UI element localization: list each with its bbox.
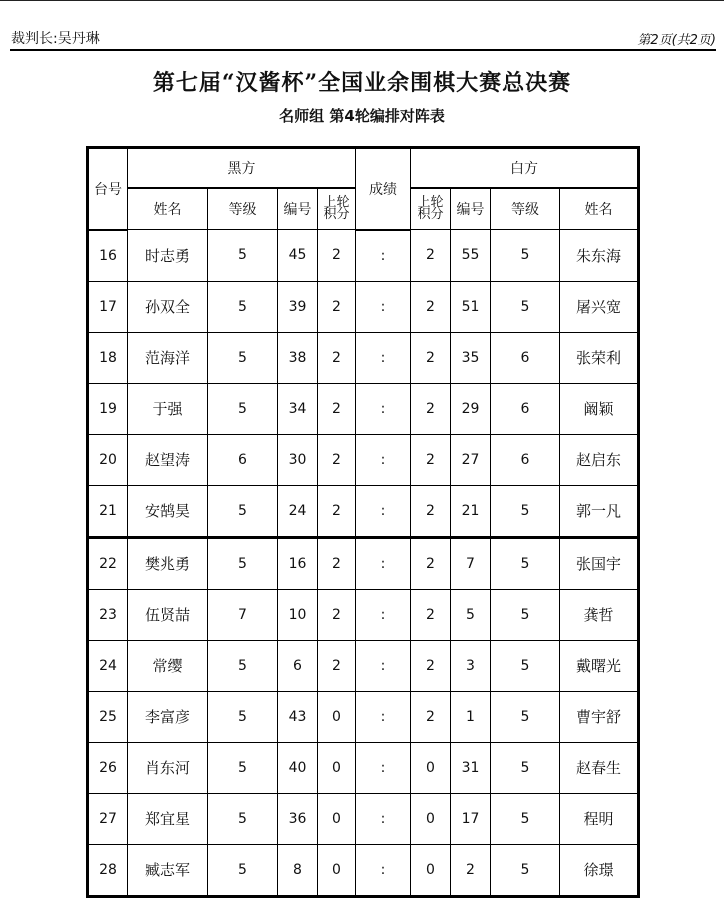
black-id: 34 xyxy=(278,383,318,434)
white-grade: 5 xyxy=(491,844,560,896)
white-grade: 5 xyxy=(491,589,560,640)
white-grade: 5 xyxy=(491,793,560,844)
black-prev-score: 2 xyxy=(318,589,356,640)
header-result: 成绩 xyxy=(356,148,411,230)
white-name: 张荣利 xyxy=(560,332,639,383)
result-cell: : xyxy=(356,691,411,742)
black-grade: 5 xyxy=(208,332,278,383)
header-white-id: 编号 xyxy=(451,188,491,230)
black-id: 38 xyxy=(278,332,318,383)
document-title: 第七届“汉酱杯”全国业余围棋大赛总决赛 xyxy=(152,70,572,96)
header-black-grade: 等级 xyxy=(208,188,278,230)
header-black-name: 姓名 xyxy=(128,188,208,230)
pairing-rows xyxy=(88,230,639,897)
result-cell: : xyxy=(356,742,411,793)
header-black-id: 编号 xyxy=(278,188,318,230)
table-row xyxy=(88,434,639,485)
board-number: 17 xyxy=(88,281,128,332)
black-prev-score: 0 xyxy=(318,742,356,793)
header-board: 台号 xyxy=(88,148,128,230)
black-grade: 5 xyxy=(208,281,278,332)
board-number: 26 xyxy=(88,742,128,793)
white-grade: 5 xyxy=(491,230,560,282)
black-grade: 5 xyxy=(208,793,278,844)
board-number: 21 xyxy=(88,485,128,537)
white-prev-score: 2 xyxy=(411,485,451,537)
table-row xyxy=(88,691,639,742)
black-id: 45 xyxy=(278,230,318,282)
black-name: 樊兆勇 xyxy=(128,537,208,589)
result-cell: : xyxy=(356,434,411,485)
header-white-name: 姓名 xyxy=(560,188,639,230)
board-number: 22 xyxy=(88,537,128,589)
white-name: 朱东海 xyxy=(560,230,639,282)
white-id: 29 xyxy=(451,383,491,434)
white-id: 31 xyxy=(451,742,491,793)
board-number: 28 xyxy=(88,844,128,896)
black-name: 孙双全 xyxy=(128,281,208,332)
header-white-side: 白方 xyxy=(411,148,639,189)
white-prev-score: 2 xyxy=(411,383,451,434)
black-id: 39 xyxy=(278,281,318,332)
black-name: 范海洋 xyxy=(128,332,208,383)
board-number: 24 xyxy=(88,640,128,691)
white-grade: 5 xyxy=(491,485,560,537)
black-grade: 5 xyxy=(208,691,278,742)
white-id: 21 xyxy=(451,485,491,537)
board-number: 18 xyxy=(88,332,128,383)
white-name: 屠兴宽 xyxy=(560,281,639,332)
board-number: 25 xyxy=(88,691,128,742)
white-prev-score: 2 xyxy=(411,332,451,383)
black-name: 常缨 xyxy=(128,640,208,691)
black-id: 6 xyxy=(278,640,318,691)
board-number: 20 xyxy=(88,434,128,485)
white-id: 27 xyxy=(451,434,491,485)
table-row xyxy=(88,589,639,640)
result-cell: : xyxy=(356,281,411,332)
header-black-side: 黑方 xyxy=(128,148,356,189)
black-grade: 7 xyxy=(208,589,278,640)
prev-score-line2: 积分 xyxy=(417,206,444,222)
top-border-line xyxy=(0,0,724,1)
result-cell: : xyxy=(356,485,411,537)
white-id: 3 xyxy=(451,640,491,691)
prev-score-line1: 上轮 xyxy=(323,194,350,210)
table-row xyxy=(88,742,639,793)
black-grade: 5 xyxy=(208,230,278,282)
black-name: 安鹄昊 xyxy=(128,485,208,537)
black-prev-score: 0 xyxy=(318,691,356,742)
black-prev-score: 2 xyxy=(318,485,356,537)
result-cell: : xyxy=(356,640,411,691)
board-number: 27 xyxy=(88,793,128,844)
chief-referee-label: 裁判长:吴丹琳 xyxy=(11,31,100,47)
table-row xyxy=(88,230,639,282)
result-cell: : xyxy=(356,793,411,844)
black-name: 伍贤喆 xyxy=(128,589,208,640)
page-number: 第2页(共2页) xyxy=(637,33,716,48)
result-cell: : xyxy=(356,383,411,434)
black-id: 36 xyxy=(278,793,318,844)
table-row xyxy=(88,383,639,434)
white-grade: 6 xyxy=(491,434,560,485)
board-number: 23 xyxy=(88,589,128,640)
black-prev-score: 2 xyxy=(318,281,356,332)
white-name: 徐璟 xyxy=(560,844,639,896)
black-name: 郑宜星 xyxy=(128,793,208,844)
black-name: 李富彦 xyxy=(128,691,208,742)
black-prev-score: 2 xyxy=(318,640,356,691)
white-id: 5 xyxy=(451,589,491,640)
black-prev-score: 2 xyxy=(318,230,356,282)
black-id: 10 xyxy=(278,589,318,640)
white-prev-score: 2 xyxy=(411,691,451,742)
result-cell: : xyxy=(356,332,411,383)
black-prev-score: 2 xyxy=(318,434,356,485)
black-name: 赵望涛 xyxy=(128,434,208,485)
black-grade: 5 xyxy=(208,485,278,537)
document-subtitle: 名师组 第4轮编排对阵表 xyxy=(279,107,445,125)
white-prev-score: 2 xyxy=(411,230,451,282)
white-grade: 5 xyxy=(491,691,560,742)
white-prev-score: 2 xyxy=(411,589,451,640)
white-prev-score: 2 xyxy=(411,537,451,589)
table-row xyxy=(88,640,639,691)
result-cell: : xyxy=(356,537,411,589)
black-grade: 5 xyxy=(208,742,278,793)
header-divider xyxy=(10,49,716,51)
white-name: 赵春生 xyxy=(560,742,639,793)
black-grade: 5 xyxy=(208,537,278,589)
white-grade: 6 xyxy=(491,383,560,434)
white-id: 1 xyxy=(451,691,491,742)
black-name: 于强 xyxy=(128,383,208,434)
black-name: 肖东河 xyxy=(128,742,208,793)
white-name: 赵启东 xyxy=(560,434,639,485)
black-grade: 5 xyxy=(208,844,278,896)
white-prev-score: 2 xyxy=(411,434,451,485)
black-id: 8 xyxy=(278,844,318,896)
header-black-prev-score xyxy=(318,188,356,230)
black-prev-score: 2 xyxy=(318,332,356,383)
black-id: 24 xyxy=(278,485,318,537)
table-row xyxy=(88,844,639,896)
black-prev-score: 0 xyxy=(318,844,356,896)
white-prev-score: 0 xyxy=(411,844,451,896)
white-grade: 5 xyxy=(491,742,560,793)
black-id: 43 xyxy=(278,691,318,742)
result-cell: : xyxy=(356,230,411,282)
white-id: 17 xyxy=(451,793,491,844)
result-cell: : xyxy=(356,589,411,640)
black-prev-score: 0 xyxy=(318,793,356,844)
black-prev-score: 2 xyxy=(318,383,356,434)
header-white-grade: 等级 xyxy=(491,188,560,230)
white-name: 龚哲 xyxy=(560,589,639,640)
white-grade: 5 xyxy=(491,640,560,691)
header-white-prev-score xyxy=(411,188,451,230)
white-prev-score: 0 xyxy=(411,742,451,793)
table-row xyxy=(88,485,639,537)
table-row xyxy=(88,281,639,332)
prev-score-line2: 积分 xyxy=(323,206,350,222)
pairing-table xyxy=(86,146,640,898)
white-grade: 5 xyxy=(491,281,560,332)
white-id: 35 xyxy=(451,332,491,383)
black-prev-score: 2 xyxy=(318,537,356,589)
table-row xyxy=(88,332,639,383)
white-grade: 6 xyxy=(491,332,560,383)
white-grade: 5 xyxy=(491,537,560,589)
table-row xyxy=(88,793,639,844)
black-id: 40 xyxy=(278,742,318,793)
black-name: 臧志军 xyxy=(128,844,208,896)
white-prev-score: 2 xyxy=(411,640,451,691)
board-number: 16 xyxy=(88,230,128,282)
result-cell: : xyxy=(356,844,411,896)
prev-score-line1: 上轮 xyxy=(417,194,444,210)
white-id: 2 xyxy=(451,844,491,896)
white-name: 张国宇 xyxy=(560,537,639,589)
white-name: 曹宇舒 xyxy=(560,691,639,742)
black-name: 时志勇 xyxy=(128,230,208,282)
white-name: 郭一凡 xyxy=(560,485,639,537)
white-prev-score: 2 xyxy=(411,281,451,332)
white-id: 7 xyxy=(451,537,491,589)
black-grade: 5 xyxy=(208,383,278,434)
white-id: 51 xyxy=(451,281,491,332)
white-name: 程明 xyxy=(560,793,639,844)
black-id: 30 xyxy=(278,434,318,485)
board-number: 19 xyxy=(88,383,128,434)
black-grade: 6 xyxy=(208,434,278,485)
white-name: 阚颖 xyxy=(560,383,639,434)
black-id: 16 xyxy=(278,537,318,589)
table-row xyxy=(88,537,639,589)
white-prev-score: 0 xyxy=(411,793,451,844)
black-grade: 5 xyxy=(208,640,278,691)
white-id: 55 xyxy=(451,230,491,282)
white-name: 戴曙光 xyxy=(560,640,639,691)
